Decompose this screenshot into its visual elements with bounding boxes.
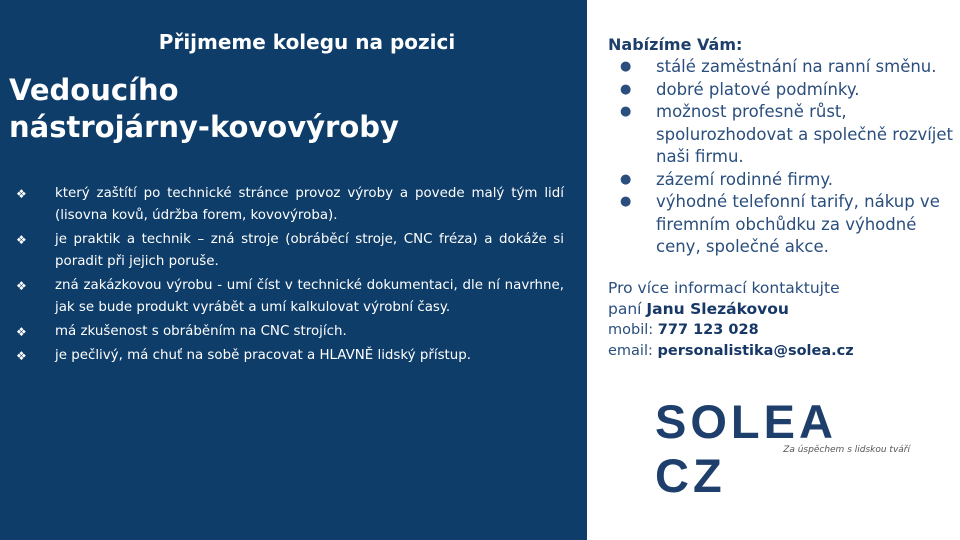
mobile-number[interactable]: 777 123 028: [657, 321, 759, 338]
contact-person: paní Janu Slezákovou: [608, 299, 789, 318]
diamond-bullet-icon: ❖: [16, 349, 27, 363]
subtitle: Přijmeme kolegu na pozici: [158, 30, 456, 54]
contact-block: [608, 278, 953, 362]
offer-item: ● zázemí rodinné firmy.: [608, 169, 953, 192]
requirement-item: ❖ je praktik a technik – zná stroje (obráběcí stroje, CNC fréza) a dokáže si poradit při jejich poruše.: [16, 229, 564, 273]
title-line-1: Vedoucího: [9, 73, 179, 107]
diamond-bullet-icon: ❖: [16, 325, 27, 339]
diamond-bullet-icon: ❖: [16, 279, 27, 293]
contact-intro: Pro více informací kontaktujte: [608, 278, 840, 297]
requirements-list: [16, 183, 564, 369]
offers-list: [608, 56, 953, 259]
right-panel: [608, 34, 953, 362]
offer-item: ● dobré platové podmínky.: [608, 79, 953, 102]
offer-item: ● výhodné telefonní tarify, nákup ve firemním obchůdku za výhodné ceny, společné akce.: [620, 192, 940, 256]
logo-text: SOLEA CZ: [655, 395, 836, 502]
position-title: [9, 72, 569, 146]
dot-bullet-icon: ●: [620, 171, 632, 187]
contact-name: Janu Slezákovou: [646, 299, 789, 318]
offer-item: ● stálé zaměstnání na ranní směnu.: [608, 56, 953, 79]
diamond-bullet-icon: ❖: [16, 233, 27, 247]
offer-item: ● možnost profesně růst, spolurozhodovat a společně rozvíjet naši firmu.: [620, 102, 954, 166]
requirement-item: ❖ zná zakázkovou výrobu - umí číst v technické dokumentaci, dle ní navrhne, jak se bude produkt vyrábět a umí kalkulovat výrobní časy.: [16, 275, 564, 319]
email-address[interactable]: personalistika@solea.cz: [657, 342, 854, 359]
dot-bullet-icon: ●: [620, 194, 632, 209]
offer-heading: Nabízíme Vám:: [608, 35, 743, 54]
dot-bullet-icon: ●: [620, 81, 632, 97]
logo-tagline: Za úspěchem s lidskou tváří: [783, 445, 910, 455]
contact-email: email: personalistika@solea.cz: [608, 342, 854, 359]
diamond-bullet-icon: ❖: [16, 187, 27, 201]
requirement-item: ❖ má zkušenost s obráběním na CNC strojích.: [16, 321, 564, 343]
dot-bullet-icon: ●: [620, 59, 632, 74]
contact-mobile: mobil: 777 123 028: [608, 321, 759, 338]
company-logo: [655, 395, 920, 502]
dot-bullet-icon: ●: [620, 104, 632, 119]
requirement-item: ❖ je pečlivý, má chuť na sobě pracovat a HLAVNĚ lidský přístup.: [16, 345, 564, 367]
requirement-item: ❖ který zaštítí po technické stránce provoz výroby a povede malý tým lidí (lisovna kovů, údržba forem, kovovýroba).: [16, 183, 564, 227]
title-line-2: nástrojárny-kovovýroby: [9, 110, 399, 144]
